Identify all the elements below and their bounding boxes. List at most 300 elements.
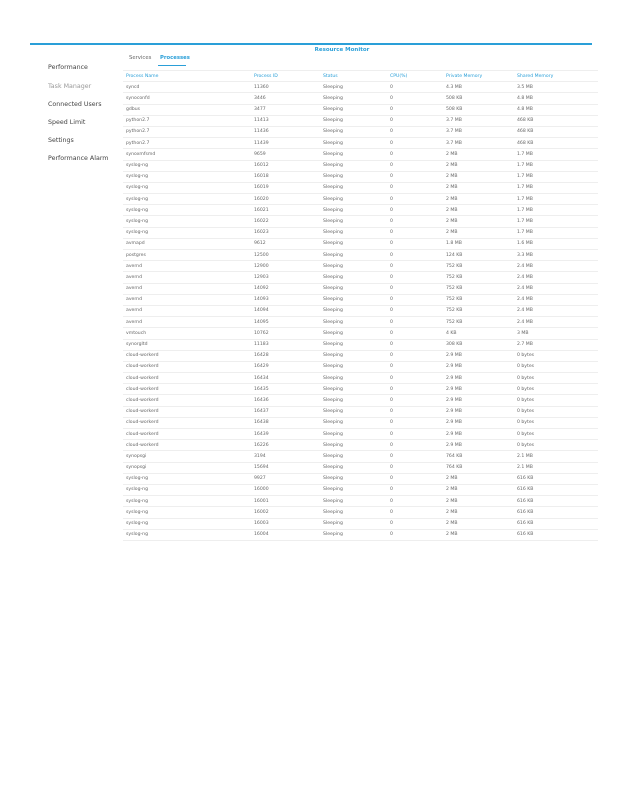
cpu-cell: 0 xyxy=(390,431,393,437)
status-cell: Sleeping xyxy=(323,129,343,135)
private-memory-cell: 764 KB xyxy=(446,465,463,471)
shared-memory-cell: 616 KB xyxy=(517,509,534,515)
cpu-cell: 0 xyxy=(390,95,393,101)
private-memory-cell: 308 KB xyxy=(446,342,463,347)
process-id-cell: 16438 xyxy=(254,420,269,426)
table-row[interactable] xyxy=(123,216,598,227)
cpu-cell: 0 xyxy=(390,319,393,325)
private-memory-cell: 2 MB xyxy=(446,174,458,180)
status-cell: Sleeping xyxy=(323,263,343,269)
process-name-cell: synopsgi xyxy=(126,465,147,471)
process-name-cell: syslog-ng xyxy=(126,163,148,168)
table-row[interactable] xyxy=(123,295,598,306)
table-row[interactable] xyxy=(123,496,598,507)
process-name-cell: cloud-workerd xyxy=(126,431,159,437)
process-id-cell: 16022 xyxy=(254,218,269,224)
process-id-cell: 16012 xyxy=(254,163,269,168)
process-id-cell: 16000 xyxy=(254,487,269,493)
private-memory-cell: 2.9 MB xyxy=(446,409,462,415)
cpu-cell: 0 xyxy=(390,498,393,504)
process-id-cell: 3477 xyxy=(254,107,266,113)
process-id-cell: 14095 xyxy=(254,319,269,325)
shared-memory-cell: 0 bytes xyxy=(517,353,535,359)
cpu-cell: 0 xyxy=(390,297,393,303)
process-name-cell: python2.7 xyxy=(126,118,150,124)
process-id-cell: 9927 xyxy=(254,476,266,482)
cpu-cell: 0 xyxy=(390,286,393,292)
private-memory-cell: 2 MB xyxy=(446,498,458,504)
table-row[interactable] xyxy=(123,317,598,328)
process-id-cell: 15694 xyxy=(254,465,269,471)
process-id-cell: 11436 xyxy=(254,129,269,135)
shared-memory-cell: 0 bytes xyxy=(517,364,535,370)
process-name-cell: avernd xyxy=(126,308,142,314)
cpu-cell: 0 xyxy=(390,375,393,381)
process-name-cell: cloud-workerd xyxy=(126,442,159,448)
process-name-cell: avernd xyxy=(126,319,142,325)
shared-memory-cell: 1.7 MB xyxy=(517,207,533,213)
private-memory-cell: 2 MB xyxy=(446,163,458,168)
process-name-cell: cloud-workerd xyxy=(126,386,159,392)
table-row[interactable] xyxy=(123,205,598,216)
status-cell: Sleeping xyxy=(323,151,343,157)
shared-memory-cell: 616 KB xyxy=(517,521,534,526)
private-memory-cell: 2.9 MB xyxy=(446,420,462,426)
shared-memory-cell: 2.4 MB xyxy=(517,286,533,292)
cpu-cell: 0 xyxy=(390,174,393,180)
private-memory-cell: 2.9 MB xyxy=(446,353,462,359)
process-id-cell: 11413 xyxy=(254,118,269,124)
shared-memory-cell: 468 KB xyxy=(517,118,534,124)
private-memory-cell: 2 MB xyxy=(446,151,458,157)
table-row[interactable] xyxy=(123,485,598,496)
cpu-cell: 0 xyxy=(390,163,393,168)
process-name-cell: python2.7 xyxy=(126,129,150,135)
cpu-cell: 0 xyxy=(390,465,393,471)
private-memory-cell: 2.9 MB xyxy=(446,431,462,437)
cpu-cell: 0 xyxy=(390,476,393,482)
shared-memory-cell: 4.8 MB xyxy=(517,107,533,113)
private-memory-cell: 124 KB xyxy=(446,252,463,258)
shared-memory-cell: 616 KB xyxy=(517,487,534,493)
column-header-shared-memory[interactable]: Shared Memory xyxy=(517,73,554,79)
table-row[interactable] xyxy=(123,272,598,283)
private-memory-cell: 4 KB xyxy=(446,330,457,336)
process-name-cell: syslog-ng xyxy=(126,185,148,191)
process-id-cell: 16428 xyxy=(254,353,269,359)
cpu-cell: 0 xyxy=(390,241,393,247)
process-table xyxy=(123,70,598,541)
table-row[interactable] xyxy=(123,328,598,339)
process-name-cell: syslog-ng xyxy=(126,509,148,515)
table-row[interactable] xyxy=(123,161,598,172)
cpu-cell: 0 xyxy=(390,263,393,269)
cpu-cell: 0 xyxy=(390,129,393,135)
column-header-status[interactable]: Status xyxy=(323,73,338,79)
process-name-cell: syslog-ng xyxy=(126,476,148,482)
table-row[interactable] xyxy=(123,463,598,474)
sidebar-item-settings[interactable]: Settings xyxy=(48,137,74,144)
status-cell: Sleeping xyxy=(323,297,343,303)
private-memory-cell: 752 KB xyxy=(446,319,463,325)
status-cell: Sleeping xyxy=(323,453,343,459)
process-id-cell: 16437 xyxy=(254,409,269,415)
table-row[interactable] xyxy=(123,429,598,440)
window-title: Resource Monitor xyxy=(314,47,370,53)
status-cell: Sleeping xyxy=(323,465,343,471)
private-memory-cell: 2 MB xyxy=(446,218,458,224)
table-row[interactable] xyxy=(123,127,598,138)
status-cell: Sleeping xyxy=(323,342,343,347)
cpu-cell: 0 xyxy=(390,207,393,213)
status-cell: Sleeping xyxy=(323,286,343,292)
shared-memory-cell: 0 bytes xyxy=(517,431,535,437)
shared-memory-cell: 468 KB xyxy=(517,129,534,135)
table-row[interactable] xyxy=(123,250,598,261)
process-id-cell: 16019 xyxy=(254,185,269,191)
status-cell: Sleeping xyxy=(323,218,343,224)
cpu-cell: 0 xyxy=(390,532,393,538)
shared-memory-cell: 616 KB xyxy=(517,476,534,482)
process-name-cell: cloud-workerd xyxy=(126,409,159,415)
shared-memory-cell: 1.7 MB xyxy=(517,218,533,224)
process-name-cell: cloud-workerd xyxy=(126,397,159,403)
status-cell: Sleeping xyxy=(323,476,343,482)
process-name-cell: avernd xyxy=(126,297,142,303)
cpu-cell: 0 xyxy=(390,218,393,224)
cpu-cell: 0 xyxy=(390,185,393,191)
status-cell: Sleeping xyxy=(323,420,343,426)
title-bar-accent-line xyxy=(30,43,592,45)
table-row[interactable] xyxy=(123,82,598,93)
cpu-cell: 0 xyxy=(390,196,393,202)
process-name-cell: syncd xyxy=(126,84,140,90)
status-cell: Sleeping xyxy=(323,84,343,90)
table-row[interactable] xyxy=(123,194,598,205)
column-header-private-memory[interactable]: Private Memory xyxy=(446,73,483,79)
process-id-cell: 9659 xyxy=(254,151,266,157)
shared-memory-cell: 616 KB xyxy=(517,532,534,538)
cpu-cell: 0 xyxy=(390,84,393,90)
process-id-cell: 16018 xyxy=(254,174,269,180)
process-id-cell: 10762 xyxy=(254,330,269,336)
status-cell: Sleeping xyxy=(323,397,343,403)
table-row[interactable] xyxy=(123,440,598,451)
process-name-cell: synopsgi xyxy=(126,453,147,459)
cpu-cell: 0 xyxy=(390,274,393,280)
private-memory-cell: 3.7 MB xyxy=(446,129,462,135)
table-row[interactable] xyxy=(123,138,598,149)
table-row[interactable] xyxy=(123,351,598,362)
status-cell: Sleeping xyxy=(323,353,343,359)
shared-memory-cell: 1.7 MB xyxy=(517,174,533,180)
cpu-cell: 0 xyxy=(390,353,393,359)
status-cell: Sleeping xyxy=(323,431,343,437)
shared-memory-cell: 3 MB xyxy=(517,330,529,336)
status-cell: Sleeping xyxy=(323,274,343,280)
table-row[interactable] xyxy=(123,395,598,406)
shared-memory-cell: 0 bytes xyxy=(517,442,535,448)
shared-memory-cell: 3.3 MB xyxy=(517,252,533,258)
shared-memory-cell: 616 KB xyxy=(517,498,534,504)
private-memory-cell: 1.8 MB xyxy=(446,241,462,247)
process-name-cell: syslog-ng xyxy=(126,532,148,538)
process-id-cell: 16434 xyxy=(254,375,269,381)
process-id-cell: 11439 xyxy=(254,140,269,146)
shared-memory-cell: 0 bytes xyxy=(517,386,535,392)
shared-memory-cell: 3.5 MB xyxy=(517,84,533,90)
private-memory-cell: 2 MB xyxy=(446,476,458,482)
shared-memory-cell: 4.8 MB xyxy=(517,95,533,101)
table-row[interactable] xyxy=(123,530,598,541)
process-name-cell: postgres xyxy=(126,252,146,258)
process-name-cell: synorgltd xyxy=(126,342,148,347)
table-row[interactable] xyxy=(123,261,598,272)
shared-memory-cell: 0 bytes xyxy=(517,409,535,415)
process-id-cell: 16439 xyxy=(254,431,269,437)
process-id-cell: 3194 xyxy=(254,453,266,459)
status-cell: Sleeping xyxy=(323,185,343,191)
shared-memory-cell: 1.6 MB xyxy=(517,241,533,247)
process-id-cell: 16004 xyxy=(254,532,269,538)
process-id-cell: 14093 xyxy=(254,297,269,303)
cpu-cell: 0 xyxy=(390,453,393,459)
process-id-cell: 16001 xyxy=(254,498,269,504)
private-memory-cell: 2 MB xyxy=(446,196,458,202)
shared-memory-cell: 2.4 MB xyxy=(517,274,533,280)
cpu-cell: 0 xyxy=(390,151,393,157)
cpu-cell: 0 xyxy=(390,509,393,515)
status-cell: Sleeping xyxy=(323,487,343,493)
cpu-cell: 0 xyxy=(390,118,393,124)
private-memory-cell: 4.3 MB xyxy=(446,84,462,90)
table-header-row xyxy=(123,70,598,82)
tab-services[interactable]: Services xyxy=(129,55,152,61)
process-name-cell: synoxmfsmd xyxy=(126,151,156,157)
process-name-cell: syslog-ng xyxy=(126,498,148,504)
status-cell: Sleeping xyxy=(323,409,343,415)
process-name-cell: synoconfd xyxy=(126,95,150,101)
process-name-cell: python2.7 xyxy=(126,140,150,146)
table-row[interactable] xyxy=(123,362,598,373)
table-row[interactable] xyxy=(123,306,598,317)
table-row[interactable] xyxy=(123,284,598,295)
status-cell: Sleeping xyxy=(323,163,343,168)
private-memory-cell: 2.9 MB xyxy=(446,375,462,381)
column-header-process-name[interactable]: Process Name xyxy=(126,73,159,79)
cpu-cell: 0 xyxy=(390,308,393,314)
status-cell: Sleeping xyxy=(323,118,343,124)
process-id-cell: 16002 xyxy=(254,509,269,515)
active-tab-indicator xyxy=(158,65,186,66)
process-name-cell: syslog-ng xyxy=(126,218,148,224)
cpu-cell: 0 xyxy=(390,420,393,426)
process-name-cell: cloud-workerd xyxy=(126,375,159,381)
status-cell: Sleeping xyxy=(323,230,343,236)
private-memory-cell: 752 KB xyxy=(446,297,463,303)
process-id-cell: 14092 xyxy=(254,286,269,292)
shared-memory-cell: 0 bytes xyxy=(517,397,535,403)
private-memory-cell: 2.9 MB xyxy=(446,364,462,370)
cpu-cell: 0 xyxy=(390,487,393,493)
process-name-cell: cloud-workerd xyxy=(126,364,159,370)
status-cell: Sleeping xyxy=(323,308,343,314)
process-name-cell: syslog-ng xyxy=(126,207,148,213)
process-id-cell: 3446 xyxy=(254,95,266,101)
shared-memory-cell: 0 bytes xyxy=(517,375,535,381)
cpu-cell: 0 xyxy=(390,397,393,403)
status-cell: Sleeping xyxy=(323,252,343,258)
private-memory-cell: 508 KB xyxy=(446,95,463,101)
process-name-cell: syslog-ng xyxy=(126,487,148,493)
table-row[interactable] xyxy=(123,384,598,395)
status-cell: Sleeping xyxy=(323,330,343,336)
cpu-cell: 0 xyxy=(390,521,393,526)
process-id-cell: 12500 xyxy=(254,252,269,258)
cpu-cell: 0 xyxy=(390,140,393,146)
shared-memory-cell: 2.1 MB xyxy=(517,465,533,471)
process-name-cell: avernd xyxy=(126,263,142,269)
private-memory-cell: 752 KB xyxy=(446,263,463,269)
cpu-cell: 0 xyxy=(390,330,393,336)
shared-memory-cell: 2.1 MB xyxy=(517,453,533,459)
private-memory-cell: 752 KB xyxy=(446,308,463,314)
status-cell: Sleeping xyxy=(323,364,343,370)
status-cell: Sleeping xyxy=(323,375,343,381)
table-row[interactable] xyxy=(123,93,598,104)
private-memory-cell: 2.9 MB xyxy=(446,442,462,448)
private-memory-cell: 3.7 MB xyxy=(446,118,462,124)
table-row[interactable] xyxy=(123,239,598,250)
cpu-cell: 0 xyxy=(390,386,393,392)
table-row[interactable] xyxy=(123,116,598,127)
shared-memory-cell: 1.7 MB xyxy=(517,163,533,168)
process-name-cell: cloud-workerd xyxy=(126,353,159,359)
shared-memory-cell: 2.4 MB xyxy=(517,319,533,325)
process-id-cell: 12900 xyxy=(254,263,269,269)
process-name-cell: syslog-ng xyxy=(126,230,148,236)
sidebar-item-speed-limit[interactable]: Speed Limit xyxy=(48,119,86,126)
process-id-cell: 9612 xyxy=(254,241,266,247)
table-body xyxy=(123,82,598,541)
private-memory-cell: 2 MB xyxy=(446,207,458,213)
process-name-cell: syslog-ng xyxy=(126,174,148,180)
process-id-cell: 16436 xyxy=(254,397,269,403)
private-memory-cell: 2 MB xyxy=(446,521,458,526)
cpu-cell: 0 xyxy=(390,364,393,370)
private-memory-cell: 2 MB xyxy=(446,532,458,538)
table-row[interactable] xyxy=(123,474,598,485)
status-cell: Sleeping xyxy=(323,107,343,113)
cpu-cell: 0 xyxy=(390,442,393,448)
process-id-cell: 11360 xyxy=(254,84,269,90)
shared-memory-cell: 0 bytes xyxy=(517,420,535,426)
column-header-cpu[interactable]: CPU(%) xyxy=(390,73,408,79)
private-memory-cell: 3.7 MB xyxy=(446,140,462,146)
shared-memory-cell: 1.7 MB xyxy=(517,230,533,236)
process-id-cell: 16023 xyxy=(254,230,269,236)
sidebar-item-connected-users[interactable]: Connected Users xyxy=(48,101,102,108)
cpu-cell: 0 xyxy=(390,342,393,347)
private-memory-cell: 2 MB xyxy=(446,185,458,191)
sidebar-item-performance-alarm[interactable]: Performance Alarm xyxy=(48,155,109,162)
shared-memory-cell: 1.7 MB xyxy=(517,151,533,157)
status-cell: Sleeping xyxy=(323,319,343,325)
private-memory-cell: 764 KB xyxy=(446,453,463,459)
process-name-cell: gdbus xyxy=(126,107,141,113)
status-cell: Sleeping xyxy=(323,140,343,146)
process-name-cell: vmtouch xyxy=(126,330,147,336)
table-row[interactable] xyxy=(123,183,598,194)
sidebar-item-performance[interactable]: Performance xyxy=(48,64,88,71)
process-id-cell: 14094 xyxy=(254,308,269,314)
private-memory-cell: 508 KB xyxy=(446,107,463,113)
process-id-cell: 16021 xyxy=(254,207,269,213)
status-cell: Sleeping xyxy=(323,207,343,213)
status-cell: Sleeping xyxy=(323,386,343,392)
status-cell: Sleeping xyxy=(323,174,343,180)
cpu-cell: 0 xyxy=(390,107,393,113)
private-memory-cell: 2.9 MB xyxy=(446,397,462,403)
process-name-cell: cloud-workerd xyxy=(126,420,159,426)
process-id-cell: 16429 xyxy=(254,364,269,370)
shared-memory-cell: 1.7 MB xyxy=(517,185,533,191)
cpu-cell: 0 xyxy=(390,409,393,415)
private-memory-cell: 2.9 MB xyxy=(446,386,462,392)
table-row[interactable] xyxy=(123,519,598,530)
shared-memory-cell: 2.4 MB xyxy=(517,263,533,269)
process-name-cell: syslog-ng xyxy=(126,521,148,526)
sidebar-item-task-manager[interactable]: Task Manager xyxy=(48,83,92,90)
table-row[interactable] xyxy=(123,172,598,183)
status-cell: Sleeping xyxy=(323,509,343,515)
column-header-process-id[interactable]: Process ID xyxy=(254,73,278,79)
shared-memory-cell: 2.4 MB xyxy=(517,308,533,314)
process-id-cell: 16226 xyxy=(254,442,269,448)
private-memory-cell: 752 KB xyxy=(446,286,463,292)
table-row[interactable] xyxy=(123,373,598,384)
shared-memory-cell: 1.7 MB xyxy=(517,196,533,202)
process-id-cell: 11183 xyxy=(254,342,269,347)
private-memory-cell: 2 MB xyxy=(446,509,458,515)
table-row[interactable] xyxy=(123,105,598,116)
process-id-cell: 16435 xyxy=(254,386,269,392)
shared-memory-cell: 2.4 MB xyxy=(517,297,533,303)
cpu-cell: 0 xyxy=(390,252,393,258)
table-row[interactable] xyxy=(123,451,598,462)
table-row[interactable] xyxy=(123,228,598,239)
cpu-cell: 0 xyxy=(390,230,393,236)
table-row[interactable] xyxy=(123,407,598,418)
tab-processes[interactable]: Processes xyxy=(160,55,190,61)
table-row[interactable] xyxy=(123,418,598,429)
process-name-cell: syslog-ng xyxy=(126,196,148,202)
process-id-cell: 16003 xyxy=(254,521,269,526)
status-cell: Sleeping xyxy=(323,95,343,101)
process-id-cell: 16020 xyxy=(254,196,269,202)
process-id-cell: 12903 xyxy=(254,274,269,280)
table-row[interactable] xyxy=(123,340,598,351)
status-cell: Sleeping xyxy=(323,498,343,504)
private-memory-cell: 752 KB xyxy=(446,274,463,280)
table-row[interactable] xyxy=(123,507,598,518)
process-name-cell: avmapd xyxy=(126,241,145,247)
shared-memory-cell: 2.7 MB xyxy=(517,342,533,347)
process-name-cell: avernd xyxy=(126,274,142,280)
table-row[interactable] xyxy=(123,149,598,160)
private-memory-cell: 2 MB xyxy=(446,487,458,493)
private-memory-cell: 2 MB xyxy=(446,230,458,236)
